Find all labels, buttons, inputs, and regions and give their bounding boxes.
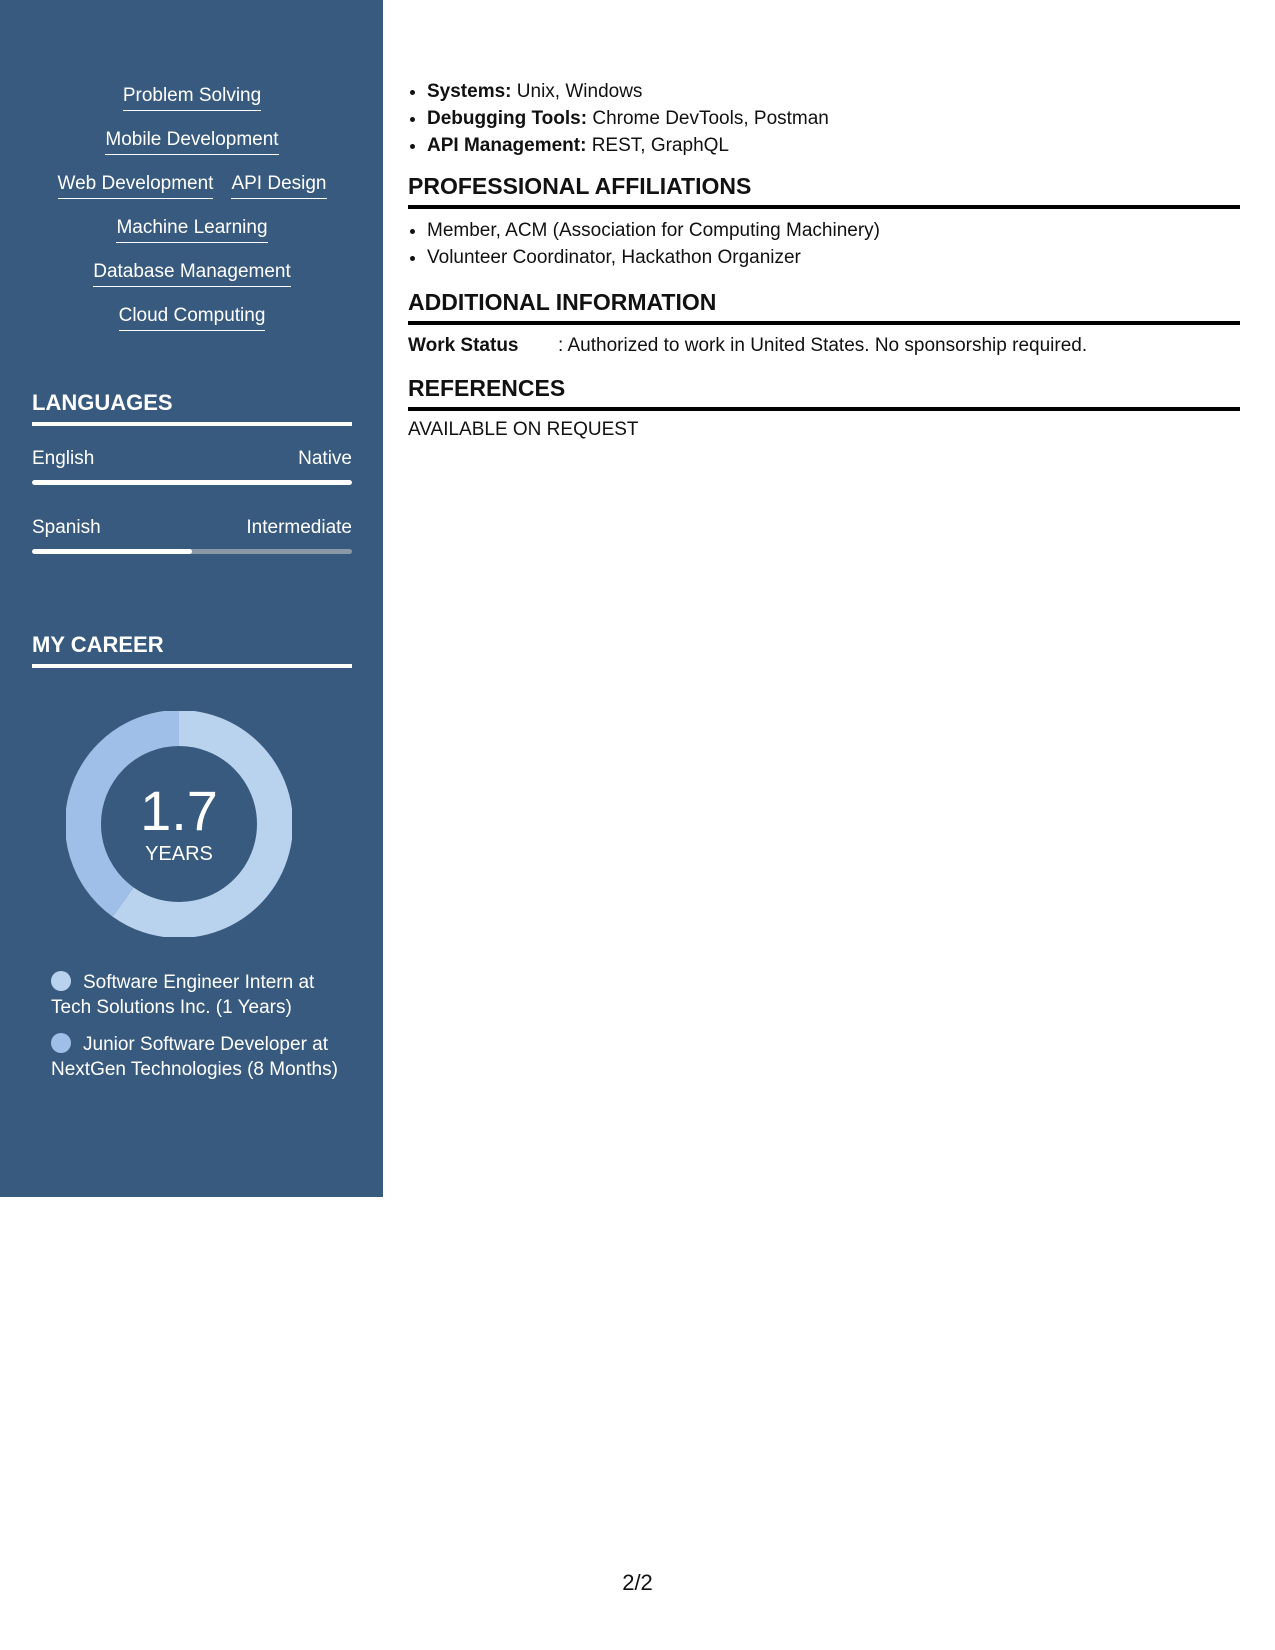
skill-tag: Database Management — [93, 261, 291, 287]
legend-dot-icon — [51, 971, 71, 991]
language-level: Native — [298, 448, 352, 469]
list-item: • Volunteer Coordinator, Hackathon Organizer — [427, 244, 1240, 271]
language-bar-fill — [32, 480, 352, 485]
tech-value: REST, GraphQL — [591, 135, 729, 156]
language-bar-fill — [32, 549, 192, 554]
career-legend — [51, 970, 341, 1094]
career-item-label: Software Engineer Intern at Tech Solutions Inc. (1 Years) — [51, 972, 315, 1018]
list-item — [427, 78, 1240, 105]
list-item — [427, 105, 1240, 132]
languages-heading: LANGUAGES — [32, 390, 352, 426]
language-name: English — [32, 448, 95, 469]
career-total: 1.7 — [140, 779, 218, 842]
work-status-row — [408, 333, 1240, 359]
tech-value: Chrome DevTools, Postman — [592, 108, 829, 129]
references-heading: REFERENCES — [408, 375, 1240, 411]
list-item — [427, 132, 1240, 159]
skill-tag: Problem Solving — [123, 85, 261, 111]
main-content — [408, 78, 1240, 441]
affiliations-list — [408, 217, 1240, 271]
page-number: 2/2 — [622, 1570, 653, 1595]
language-bar-spanish — [32, 549, 352, 554]
tech-label: API Management: — [427, 135, 587, 156]
sidebar — [0, 0, 383, 1197]
work-status-value: : Authorized to work in United States. No sponsorship required. — [558, 335, 1088, 356]
list-item: • Member, ACM (Association for Computing Machinery) — [427, 217, 1240, 244]
skill-tag: Cloud Computing — [119, 305, 266, 331]
tech-skills-list — [408, 78, 1240, 159]
career-item-label: Junior Software Developer at NextGen Technologies (8 Months) — [51, 1034, 338, 1080]
language-row-english — [32, 448, 352, 470]
skill-tag: Mobile Development — [105, 129, 278, 155]
work-status-label: Work Status — [408, 335, 519, 356]
skill-tag: Machine Learning — [116, 217, 267, 243]
tech-label: Systems: — [427, 81, 512, 102]
language-level: Intermediate — [246, 517, 352, 538]
career-item — [51, 1032, 341, 1082]
skill-tag: API Design — [231, 173, 326, 199]
career-heading: MY CAREER — [32, 632, 352, 668]
references-text: AVAILABLE ON REQUEST — [408, 419, 639, 440]
skill-tag: Web Development — [58, 173, 214, 199]
language-name: Spanish — [32, 517, 101, 538]
affiliations-heading: PROFESSIONAL AFFILIATIONS — [408, 173, 1240, 209]
tech-label: Debugging Tools: — [427, 108, 588, 129]
skills-list — [32, 85, 352, 331]
language-row-spanish — [32, 517, 352, 539]
language-bar-english — [32, 480, 352, 485]
tech-value: Unix, Windows — [516, 81, 643, 102]
additional-info-heading: ADDITIONAL INFORMATION — [408, 289, 1240, 325]
career-donut-chart — [66, 711, 292, 937]
legend-dot-icon — [51, 1033, 71, 1053]
career-unit: YEARS — [145, 843, 213, 865]
career-item — [51, 970, 341, 1020]
